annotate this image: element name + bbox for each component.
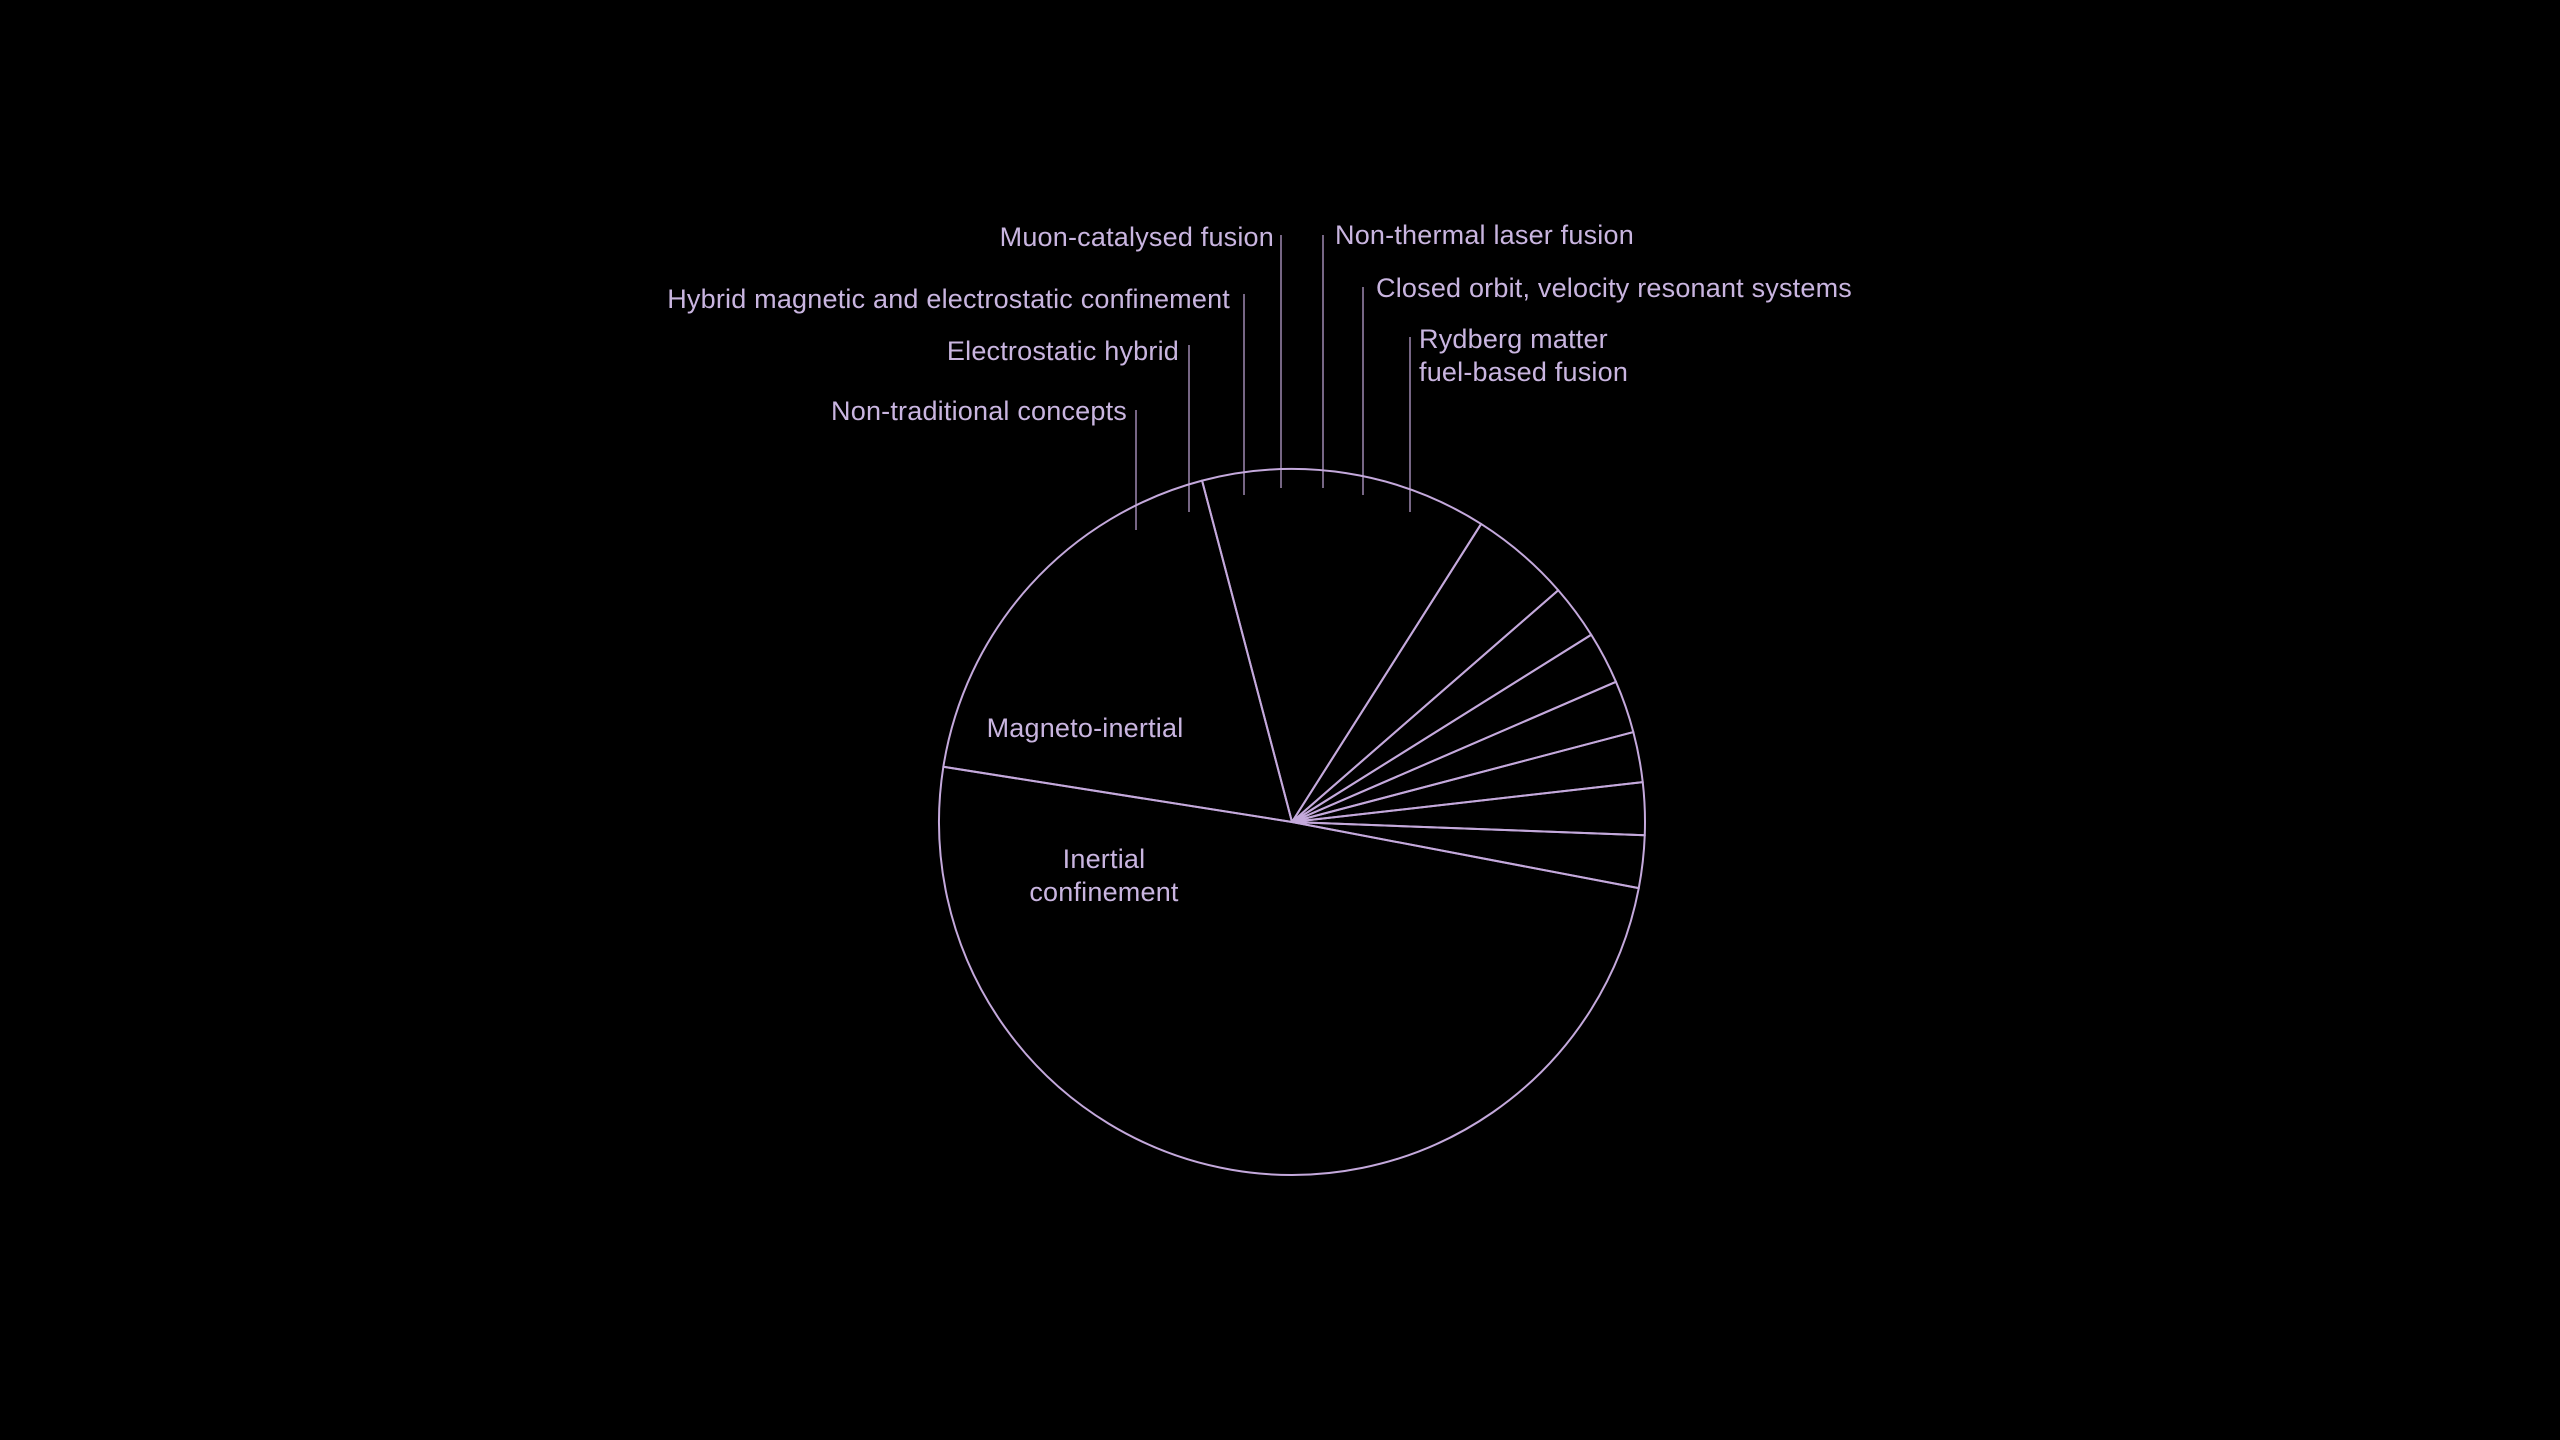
slice-label-closed-orbit-velocity-resonant-systems: Closed orbit, velocity resonant systems (1376, 273, 1852, 303)
slice-label-electrostatic-hybrid: Electrostatic hybrid (946, 336, 1179, 366)
slice-label-muon-catalysed-fusion: Muon-catalysed fusion (999, 222, 1274, 252)
slice-label-non-thermal-laser-fusion: Non-thermal laser fusion (1335, 220, 1634, 250)
slice-label-non-traditional-concepts: Non-traditional concepts (831, 396, 1127, 426)
slice-label-rydberg-matter-fuel-based-fusion: Rydberg matter fuel-based fusion (1419, 324, 1629, 387)
slice-label-magneto-inertial: Magneto-inertial (986, 713, 1184, 743)
pie-slice-magneto-inertial (1202, 469, 1481, 822)
leader-lines (1136, 235, 1410, 530)
pie-slice-muon-catalysed-fusion (1292, 682, 1633, 822)
pie-slice-inertial-confinement (943, 481, 1292, 822)
pie-slices (939, 469, 1645, 1175)
slice-label-inertial-confinement: Inertial confinement (1029, 844, 1179, 907)
slice-labels (667, 220, 1852, 907)
pie-slice-non-traditional-concepts (1292, 524, 1558, 822)
pie-slice-unlabeled (939, 767, 1639, 1175)
pie-slice-hybrid-magnetic-and-electrostatic-confinement (1292, 635, 1616, 822)
pie-slice-electrostatic-hybrid (1292, 590, 1591, 822)
slice-label-hybrid-magnetic-and-electrostatic-confinement: Hybrid magnetic and electrostatic confinement (667, 284, 1230, 314)
